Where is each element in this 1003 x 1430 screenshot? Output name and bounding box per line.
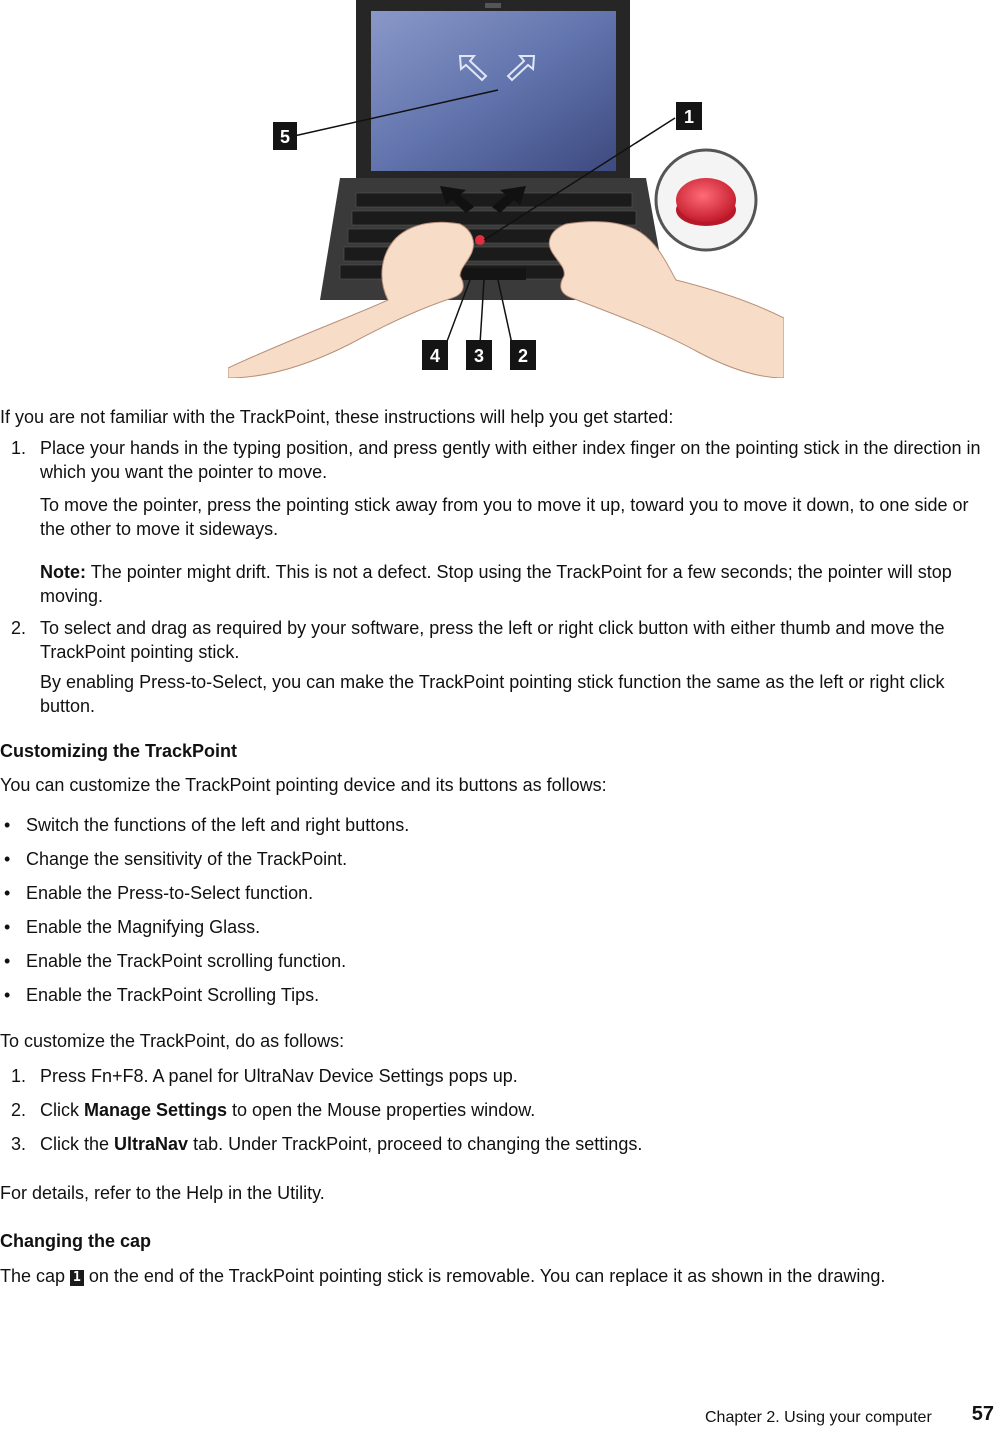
customize-options-list bbox=[0, 813, 990, 1017]
page-number: 57 bbox=[971, 1403, 994, 1425]
list-item: • Change the sensitivity of the TrackPoint. bbox=[4, 849, 348, 869]
manage-settings-label: Manage Settings bbox=[84, 1100, 228, 1120]
svg-text:4: 4 bbox=[429, 346, 441, 366]
section-heading-cap: Changing the cap bbox=[0, 1231, 152, 1251]
click-buttons bbox=[462, 268, 526, 280]
step-2 bbox=[0, 616, 980, 664]
step-detail: To move the pointer, press the pointing stick away from you to move it up, toward you to move it down, to one side or the other to move it sideways. bbox=[40, 495, 969, 539]
footer-chapter: Chapter 2. Using your computer bbox=[705, 1409, 932, 1426]
note bbox=[40, 560, 980, 608]
todo-step: 2. Click Manage Settings to open the Mouse properties window. bbox=[10, 1100, 536, 1120]
laptop-illustration bbox=[228, 0, 784, 378]
todo-intro: To customize the TrackPoint, do as follows: bbox=[0, 1031, 345, 1051]
callout-1-inline: 1 bbox=[70, 1270, 84, 1286]
step-text: Place your hands in the typing position, and press gently with either index finger on the pointing stick in the direction in which you want the pointer to move. bbox=[40, 438, 981, 482]
list-item: • Switch the functions of the left and right buttons. bbox=[4, 815, 410, 835]
step-number: 1. bbox=[10, 438, 26, 458]
svg-text:2: 2 bbox=[517, 346, 529, 366]
list-item: • Enable the Magnifying Glass. bbox=[4, 917, 261, 937]
svg-text:3: 3 bbox=[473, 346, 485, 366]
todo-step: 3. Click the UltraNav tab. Under TrackPoint, proceed to changing the settings. bbox=[10, 1134, 643, 1154]
step-detail: By enabling Press-to-Select, you can make the TrackPoint pointing stick function the same as the left or right click button. bbox=[40, 672, 945, 716]
step-number: 2. bbox=[10, 618, 26, 638]
customizing-intro: You can customize the TrackPoint pointing device and its buttons as follows: bbox=[0, 775, 607, 795]
note-text: The pointer might drift. This is not a defect. Stop using the TrackPoint for a few seconds; the pointer will stop moving. bbox=[40, 562, 952, 606]
details-paragraph: For details, refer to the Help in the Utility. bbox=[0, 1183, 325, 1203]
note-label: Note: bbox=[40, 562, 86, 582]
step-text: To select and drag as required by your software, press the left or right click button with either thumb and move the TrackPoint pointing stick. bbox=[40, 618, 945, 662]
intro-paragraph: If you are not familiar with the TrackPoint, these instructions will help you get started: bbox=[0, 407, 674, 427]
list-item: • Enable the Press-to-Select function. bbox=[4, 883, 314, 903]
todo-step: 1. Press Fn+F8. A panel for UltraNav Device Settings pops up. bbox=[10, 1066, 518, 1086]
ultranav-label: UltraNav bbox=[114, 1134, 189, 1154]
list-item: • Enable the TrackPoint scrolling function. bbox=[4, 951, 347, 971]
svg-text:1: 1 bbox=[683, 107, 695, 127]
section-heading-customizing: Customizing the TrackPoint bbox=[0, 741, 238, 761]
todo-steps bbox=[0, 1064, 990, 1166]
svg-text:5: 5 bbox=[279, 127, 291, 147]
list-item: • Enable the TrackPoint Scrolling Tips. bbox=[4, 985, 320, 1005]
step-1 bbox=[0, 436, 1000, 484]
trackpoint-illustration bbox=[228, 0, 784, 378]
page-footer bbox=[705, 1404, 1000, 1428]
cap-paragraph: The cap 1 on the end of the TrackPoint pointing stick is removable. You can replace it as shown in the drawing. bbox=[0, 1266, 886, 1286]
